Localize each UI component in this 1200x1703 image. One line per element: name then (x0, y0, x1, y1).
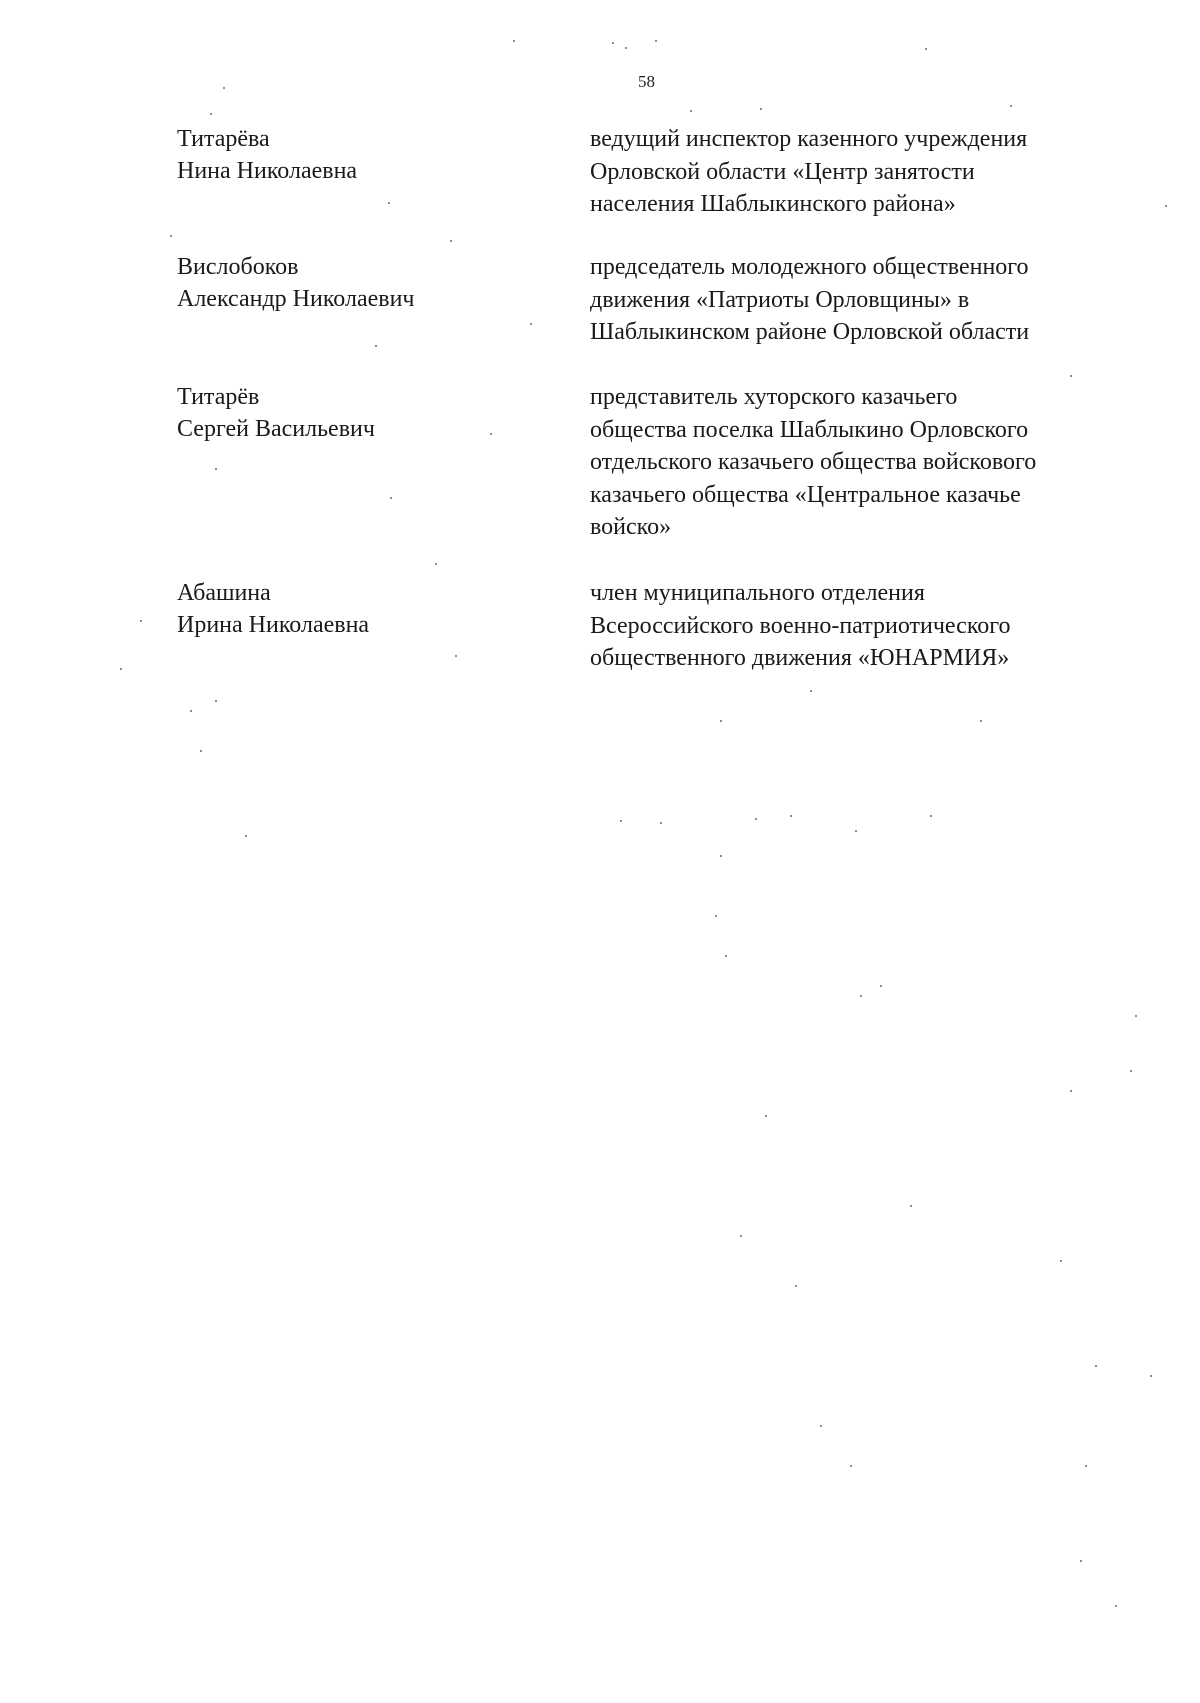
scan-speck (215, 700, 217, 702)
scan-speck (530, 323, 532, 325)
scan-speck (850, 1465, 852, 1467)
scan-speck (860, 995, 862, 997)
member-role (590, 381, 1150, 544)
member-surname: Абашина (177, 580, 271, 606)
scan-speck (720, 855, 722, 857)
role-line: Всероссийского военно-патриотического (590, 612, 1011, 639)
role-line: движения «Патриоты Орловщины» в (590, 286, 970, 313)
scan-speck (120, 668, 122, 670)
page-number: 58 (638, 72, 655, 91)
scan-speck (215, 468, 217, 470)
scan-speck (1095, 1365, 1097, 1367)
scan-speck (1070, 1090, 1072, 1092)
member-surname: Вислобоков (177, 254, 299, 280)
member-name (177, 251, 557, 315)
scan-speck (930, 815, 932, 817)
role-line: общественного движения «ЮНАРМИЯ» (590, 645, 1010, 671)
scan-speck (1060, 1260, 1062, 1262)
member-given-names: Ирина Николаевна (177, 612, 370, 638)
scan-speck (1130, 1070, 1132, 1072)
scan-speck (1085, 1465, 1087, 1467)
scan-speck (620, 820, 622, 822)
scan-speck (755, 818, 757, 820)
scan-speck (625, 47, 627, 49)
member-name (177, 123, 557, 187)
role-line: Орловской области «Центр занятости (590, 158, 975, 185)
scan-speck (715, 915, 717, 917)
scan-speck (1115, 1605, 1117, 1607)
scan-speck (980, 720, 982, 722)
scan-speck (223, 87, 225, 89)
scan-speck (1070, 375, 1072, 377)
role-line: Шаблыкинском районе Орловской области (590, 319, 1030, 345)
scan-speck (450, 240, 452, 242)
member-name (177, 577, 557, 641)
scan-speck (1135, 1015, 1137, 1017)
scan-speck (760, 108, 762, 110)
scan-speck (795, 1285, 797, 1287)
scan-speck (388, 202, 390, 204)
member-name (177, 381, 557, 445)
member-role (590, 577, 1150, 675)
scan-speck (210, 113, 212, 115)
scan-speck (740, 1235, 742, 1237)
member-given-names: Нина Николаевна (177, 158, 358, 184)
scan-speck (810, 690, 812, 692)
scan-speck (855, 830, 857, 832)
scan-speck (690, 110, 692, 112)
scan-speck (455, 655, 457, 657)
scan-speck (200, 750, 202, 752)
scan-speck (910, 1205, 912, 1207)
scan-speck (1150, 1375, 1152, 1377)
scan-speck (612, 42, 614, 44)
role-line: член муниципального отделения (590, 580, 925, 606)
role-line: войско» (590, 514, 672, 540)
scan-speck (490, 433, 492, 435)
scan-speck (1165, 205, 1167, 207)
scan-speck (1080, 1560, 1082, 1562)
role-line: населения Шаблыкинского района» (590, 191, 956, 217)
scan-speck (245, 835, 247, 837)
member-surname: Титарёва (177, 126, 270, 152)
scan-speck (880, 985, 882, 987)
member-given-names: Сергей Васильевич (177, 416, 375, 442)
scan-speck (660, 822, 662, 824)
scan-speck (513, 40, 515, 42)
scan-speck (140, 620, 142, 622)
scan-speck (765, 1115, 767, 1117)
scan-speck (820, 1425, 822, 1427)
scan-speck (1010, 105, 1012, 107)
role-line: общества поселка Шаблыкино Орловского (590, 416, 1029, 443)
role-line: отдельского казачьего общества войскового (590, 449, 1037, 475)
scan-speck (655, 40, 657, 42)
role-line: представитель хуторского казачьего (590, 384, 958, 410)
member-role (590, 251, 1150, 349)
scan-speck (190, 710, 192, 712)
role-line: ведущий инспектор казенного учреждения (590, 126, 1028, 152)
member-role (590, 123, 1150, 221)
scan-speck (720, 720, 722, 722)
role-line: председатель молодежного общественного (590, 254, 1029, 280)
member-surname: Титарёв (177, 384, 260, 410)
scan-speck (790, 815, 792, 817)
scan-speck (925, 48, 927, 50)
scan-speck (725, 955, 727, 957)
scan-speck (375, 345, 377, 347)
scan-speck (435, 563, 437, 565)
role-line: казачьего общества «Центральное казачье (590, 481, 1021, 508)
scan-speck (170, 235, 172, 237)
member-given-names: Александр Николаевич (177, 286, 415, 312)
scan-speck (390, 497, 392, 499)
